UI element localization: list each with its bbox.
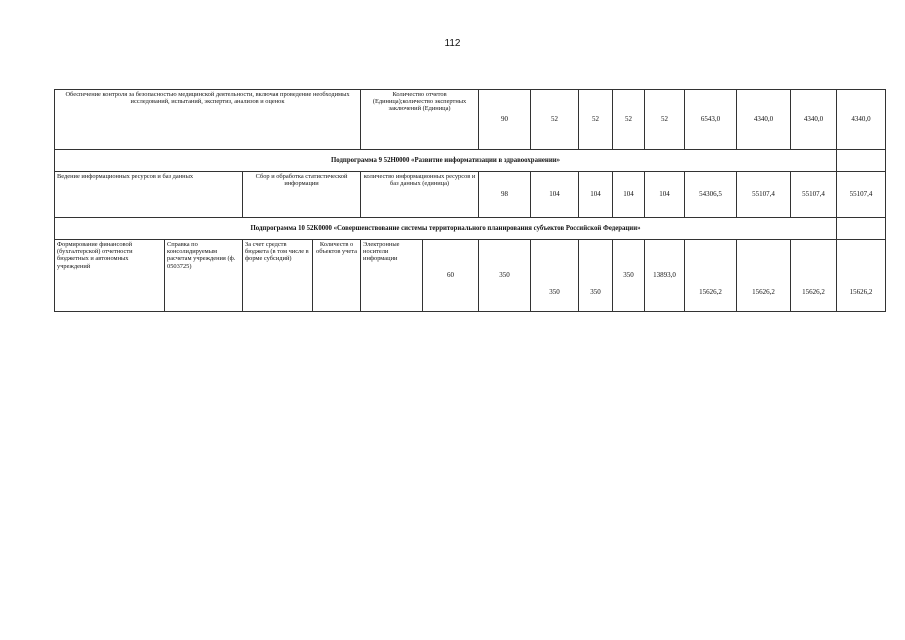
content-cell: Справка по консолидируемым расчетам учреждения (ф. 0503725): [165, 240, 243, 312]
value-cell: 52: [579, 90, 613, 150]
value-cell: 98: [479, 172, 531, 218]
subprogram-heading-row: [55, 150, 886, 172]
funding-source-cell: За счет средств бюджета (в том числе в форме субсидий): [243, 240, 313, 312]
subprogram-heading: Подпрограмма 10 52К0000 «Совершенствование системы территориального планирования субъектов Российской Федерации»: [55, 218, 837, 240]
value-cell: 4340,0: [837, 90, 886, 150]
subprogram-heading: Подпрограмма 9 52Н0000 «Развитие информатизации в здравоохранении»: [55, 150, 837, 172]
value-cell: 15626,2: [737, 240, 791, 312]
value-cell: 104: [645, 172, 685, 218]
value-cell: 350: [479, 240, 531, 312]
value-cell: 15626,2: [685, 240, 737, 312]
value-cell: 90: [479, 90, 531, 150]
value-cell: 350: [613, 240, 645, 312]
value-cell: 15626,2: [791, 240, 837, 312]
value-cell: 52: [645, 90, 685, 150]
value-cell: 104: [613, 172, 645, 218]
activity-cell: Ведение информационных ресурсов и баз данных: [55, 172, 243, 218]
value-cell: 13893,0: [645, 240, 685, 312]
value-cell: 52: [613, 90, 645, 150]
indicator-cell: количество информационных ресурсов и баз данных (единица): [361, 172, 479, 218]
indicator-cell: Количество отчетов (Единица);количество экспертных заключений (Единица): [361, 90, 479, 150]
indicator-cell: Количеств о объектов учета: [313, 240, 361, 312]
content-cell: Сбор и обработка статистической информации: [243, 172, 361, 218]
subprogram-heading-row: [55, 218, 886, 240]
value-cell: 350: [579, 240, 613, 312]
table-row: [55, 172, 886, 218]
activity-cell: Обеспечение контроля за безопасностью медицинской деятельности, включая проведение необходимых исследований, испытаний, экспертиз, анализов и оценок: [55, 90, 361, 150]
value-cell: 104: [531, 172, 579, 218]
page-number: 112: [444, 38, 461, 49]
table-row: [55, 90, 886, 150]
value-cell: 15626,2: [837, 240, 886, 312]
form-cell: Электронные носители информации: [361, 240, 423, 312]
data-table: [54, 89, 886, 312]
empty-cell: [837, 218, 886, 240]
value-cell: 104: [579, 172, 613, 218]
value-cell: 4340,0: [737, 90, 791, 150]
value-cell: 55107,4: [791, 172, 837, 218]
value-cell: 4340,0: [791, 90, 837, 150]
value-cell: 6543,0: [685, 90, 737, 150]
value-cell: 60: [423, 240, 479, 312]
value-cell: 55107,4: [837, 172, 886, 218]
activity-cell: Формирование финансовой (бухгалтерской) отчетности бюджетных и автономных учреждений: [55, 240, 165, 312]
value-cell: 52: [531, 90, 579, 150]
value-cell: 350: [531, 240, 579, 312]
value-cell: 55107,4: [737, 172, 791, 218]
value-cell: 54306,5: [685, 172, 737, 218]
empty-cell: [837, 150, 886, 172]
table-row: [55, 240, 886, 312]
